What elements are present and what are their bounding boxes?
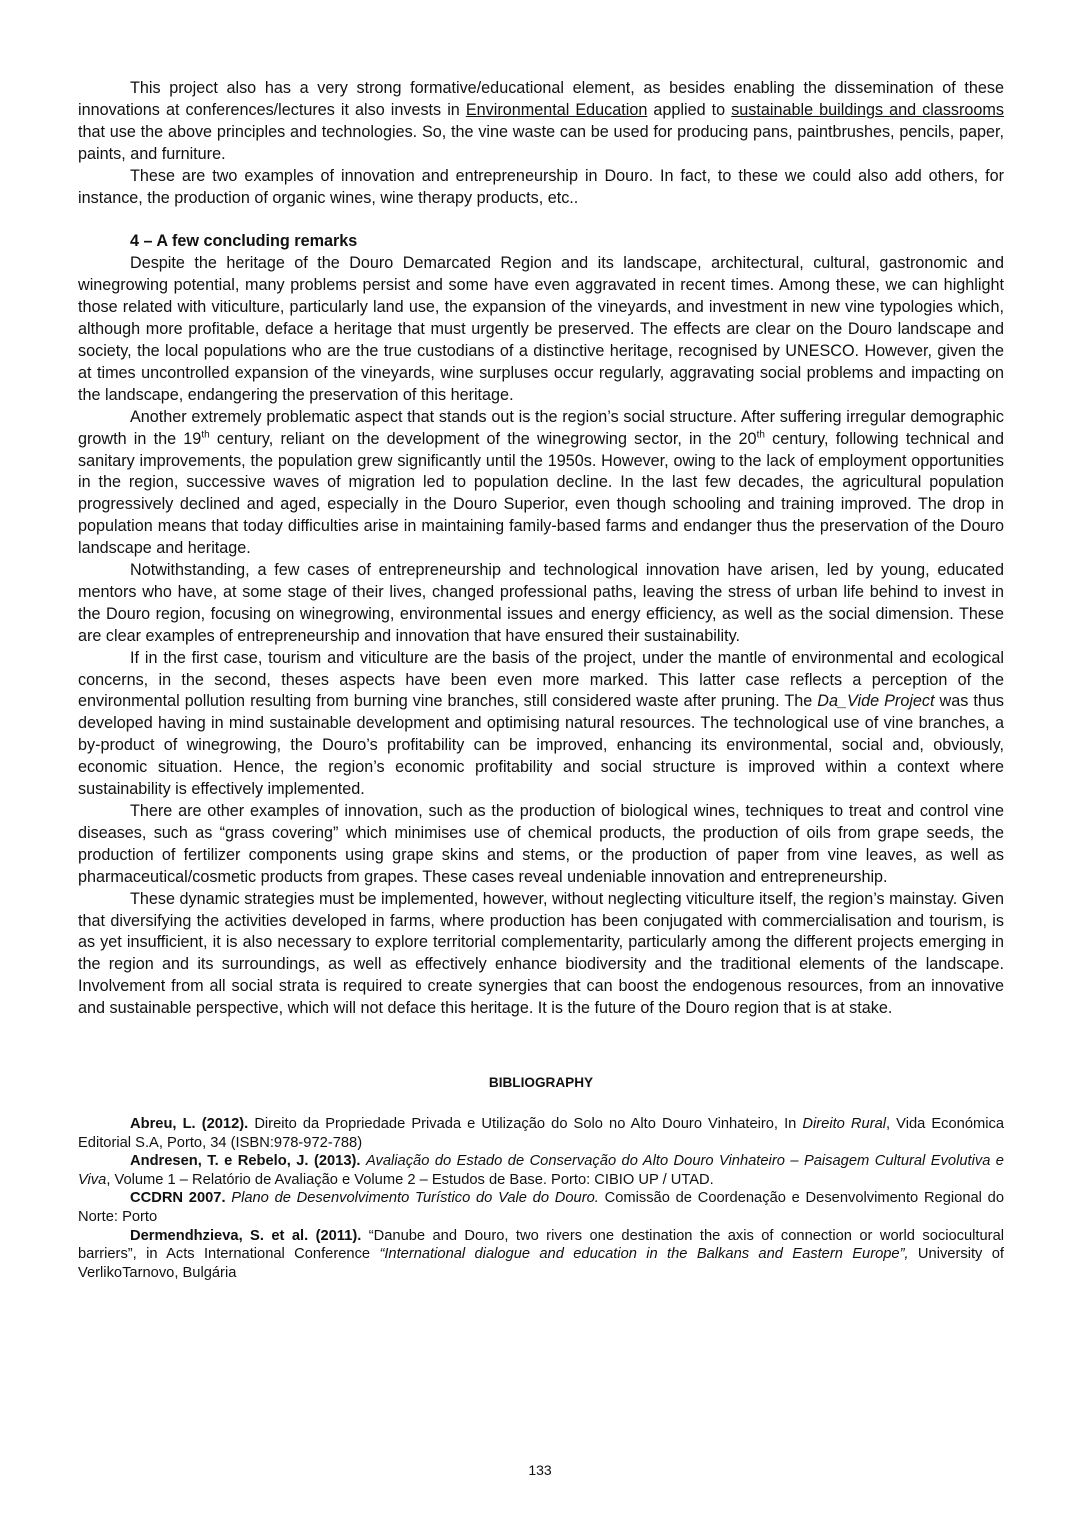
paragraph-social-structure <box>78 407 1004 560</box>
paragraph-text: century, following technical and sanitary improvements, the population grew significantly until the 1950s. However, owing to the lack of employment opportunities in the region, successive waves of migration led to population decline. In the last few decades, the agricultural population progressively declined and aged, especially in the Douro Superior, even though schooling and training improved. The drop in population means that today difficulties arise in maintaining family-based farms and endanger thus the preservation of the Douro landscape and heritage. <box>78 429 1004 558</box>
bib-author: Abreu, L. (2012). <box>130 1116 249 1133</box>
paragraph-two-examples: These are two examples of innovation and entrepreneurship in Douro. In fact, to these we could also add others, for instance, the production of organic wines, wine therapy products, etc.. <box>78 166 1004 207</box>
bibliography-entry <box>78 1115 1004 1152</box>
superscript: th <box>756 429 765 441</box>
bib-text: , Volume 1 – Relatório de Avaliação e Volume 2 – Estudos de Base. Porto: CIBIO UP / UTAD. <box>106 1171 714 1188</box>
paragraph-text: was thus developed having in mind sustainable development and optimising natural resources. The technological use of vine branches, a by-product of winegrowing, the Douro’s profitability can be improved, enhancing its environmental, social and, obviously, economic situation. Hence, the region’s economic profitability and social structure is improved within a context where sustainability is effectively implemented. <box>78 692 1004 799</box>
paragraph-entrepreneurship: Notwithstanding, a few cases of entrepreneurship and technological innovation have arisen, led by young, educated mentors who have, at some stage of their lives, changed professional paths, leaving the stress of urban life behind to invest in the Douro region, focusing on winegrowing, environmental issues and energy efficiency, as well as the social dimension. These are clear examples of entrepreneurship and innovation that have ensured their sustainability. <box>78 561 1004 645</box>
paragraph-heritage-problems: Despite the heritage of the Douro Demarcated Region and its landscape, architectural, cultural, gastronomic and winegrowing potential, many problems persist and some have even aggravated in recent times. Among these, we can highlight those related with viticulture, particularly land use, the expansion of the vineyards, and investment in new vine typologies which, although more profitable, deface a heritage that must urgently be preserved. The effects are clear on the Douro landscape and society, the local populations who are the true custodians of a distinctive heritage, recognised by UNESCO. However, given the at times uncontrolled expansion of the vineyards, wine surpluses occur regularly, aggravating social problems and impacting on the landscape, endangering the preservation of this heritage. <box>78 254 1004 404</box>
bib-title: Direito Rural <box>802 1116 887 1133</box>
superscript: th <box>201 429 210 441</box>
paragraph-text: Another extremely problematic aspect that stands out is the region’s social structure. After suffering irregular demographic growth in the 19 <box>78 407 1004 448</box>
bibliography-entry <box>78 1189 1004 1226</box>
bib-title: “International dialogue and education in the Balkans and Eastern Europe”, <box>379 1246 909 1263</box>
bib-text: Comissão de Coordenação e Desenvolvimento Regional do Norte: Porto <box>78 1190 1004 1226</box>
paragraph-text: If in the first case, tourism and viticulture are the basis of the project, under the mantle of environmental and ecological concerns, in the second, theses aspects have been even more marked. This latter case reflects a perception of the environmental pollution resulting from burning vine branches, still considered waste after pruning. The <box>78 648 1004 711</box>
bib-text: , Vida Económica Editorial S.A, Porto, 34 (ISBN:978-972-788) <box>78 1116 1005 1151</box>
bib-text: “Danube and Douro, two rivers one destination the axis of connection or world sociocultural barriers”, in Acts International Conference <box>78 1227 1004 1263</box>
bib-title: Avaliação do Estado de Conservação do Alto Douro Vinhateiro – Paisagem Cultural Evolutiva e Viva <box>78 1153 1004 1188</box>
paragraph-da-vide-project <box>78 648 1004 801</box>
section-heading: 4 – A few concluding remarks <box>130 232 358 251</box>
bib-author: Dermendhzieva, S. et al. (2011). <box>130 1227 362 1244</box>
paragraph-text: This project also has a very strong formative/educational element, as besides enabling the dissemination of these innovations at conferences/lectures it also invests in <box>78 79 1004 119</box>
link-sustainable-buildings[interactable]: sustainable buildings and classrooms <box>731 100 1004 119</box>
bib-text: Direito da Propriedade Privada e Utilização do Solo no Alto Douro Vinhateiro, In <box>248 1116 803 1133</box>
paragraph-text: century, reliant on the development of the winegrowing sector, in the 20 <box>209 429 757 448</box>
paragraph-text: that use the above principles and technologies. So, the vine waste can be used for producing pans, paintbrushes, pencils, paper, paints, and furniture. <box>78 122 1004 163</box>
page-number: 133 <box>528 1462 552 1478</box>
bibliography-entry <box>78 1152 1004 1189</box>
paragraph-text: applied to <box>647 100 732 119</box>
paragraph-dynamic-strategies: These dynamic strategies must be implemented, however, without neglecting viticulture itself, the region’s mainstay. Given that diversifying the activities developed in farms, where production has been conjugated with commercialisation and tourism, is as yet insufficient, it is also necessary to explore territorial complementarity, particularly among the different projects emerging in the region and its surroundings, as well as effectively enhance biodiversity and the traditional elements of the landscape. Involvement from all social strata is required to create synergies that can boost the endogenous resources, from an innovative and sustainable perspective, which will not deface this heritage. It is the future of the Douro region that is at stake. <box>78 889 1004 1018</box>
page-body <box>78 78 1004 1282</box>
paragraph-formative-element <box>78 78 1004 166</box>
bib-author: Andresen, T. e Rebelo, J. (2013). <box>130 1153 361 1170</box>
bibliography-title: BIBLIOGRAPHY <box>488 1075 594 1091</box>
link-environmental-education[interactable]: Environmental Education <box>465 100 648 119</box>
paragraph-other-examples: There are other examples of innovation, such as the production of biological wines, techniques to treat and control vine diseases, such as “grass covering” which minimises use of chemical products, the production of oils from grape seeds, the production of fertilizer components using grape skins and stems, or the production of paper from vine leaves, as well as pharmaceutical/cosmetic products from grapes. These cases reveal undeniable innovation and entrepreneurship. <box>78 802 1004 886</box>
bib-text: University of VerlikoTarnovo, Bulgária <box>78 1246 1004 1281</box>
bib-author: CCDRN 2007. <box>130 1190 226 1207</box>
project-name: Da_Vide Project <box>817 692 935 711</box>
bib-title: Plano de Desenvolvimento Turístico do Vale do Douro. <box>231 1190 599 1207</box>
bibliography-entry <box>78 1227 1004 1283</box>
